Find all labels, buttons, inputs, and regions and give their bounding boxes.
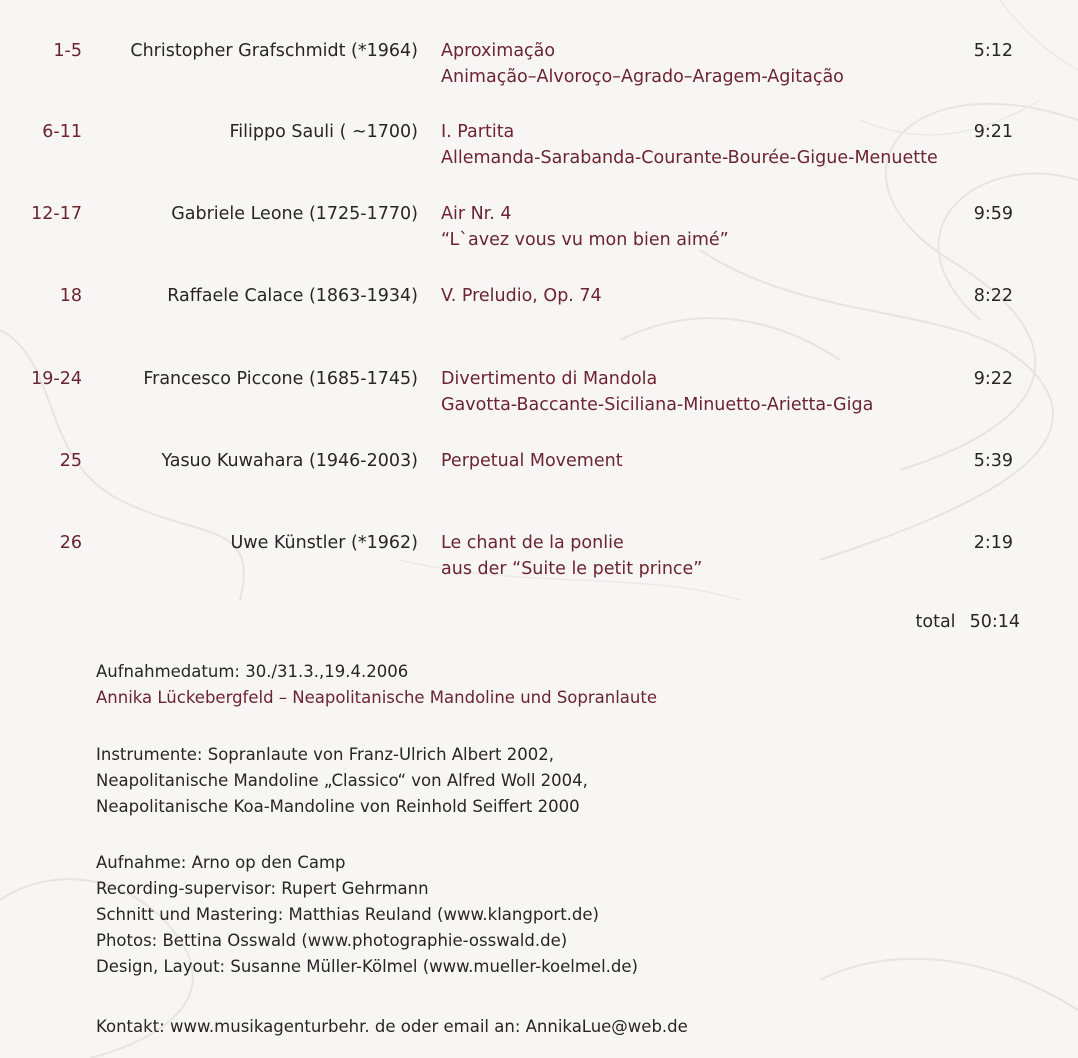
track-title: Air Nr. 4	[441, 204, 512, 224]
track-work	[441, 119, 971, 171]
instrument-line: Neapolitanische Koa-Mandoline von Reinhold Seiffert 2000	[96, 797, 580, 816]
track-number: 25	[59, 451, 82, 471]
track-title: Le chant de la ponlie	[441, 533, 624, 553]
credit-line: Photos: Bettina Osswald (www.photographie-osswald.de)	[96, 931, 568, 950]
instruments-info	[96, 742, 996, 820]
production-credits	[96, 850, 996, 980]
contact-line: Kontakt: www.musikagenturbehr. de oder email an: AnnikaLue@web.de	[96, 1017, 688, 1036]
track-work	[441, 448, 971, 474]
track-number: 12-17	[31, 204, 82, 224]
instrument-line: Instrumente: Sopranlaute von Franz-Ulrich Albert 2002,	[96, 745, 555, 764]
total-duration	[880, 609, 1020, 635]
track-movements: Gavotta-Baccante-Siciliana-Minuetto-Arietta-Giga	[441, 395, 874, 415]
total-value: 50:14	[969, 612, 1020, 632]
track-composer: Uwe Künstler (*1962)	[230, 533, 418, 553]
track-number: 26	[59, 533, 82, 553]
track-work	[441, 38, 971, 90]
track-duration: 5:12	[973, 41, 1013, 61]
track-title: Divertimento di Mandola	[441, 369, 658, 389]
track-number: 1-5	[53, 41, 82, 61]
track-duration: 2:19	[973, 533, 1013, 553]
track-composer: Raffaele Calace (1863-1934)	[167, 286, 418, 306]
track-duration: 9:59	[973, 204, 1013, 224]
track-composer: Christopher Grafschmidt (*1964)	[130, 41, 418, 61]
track-number: 6-11	[42, 122, 82, 142]
track-movements: Allemanda-Sarabanda-Courante-Bourée-Gigue-Menuette	[441, 148, 938, 168]
credit-line: Recording-supervisor: Rupert Gehrmann	[96, 879, 429, 898]
track-work	[441, 283, 971, 309]
total-label: total	[915, 612, 956, 632]
track-duration: 9:21	[973, 122, 1013, 142]
track-duration: 5:39	[973, 451, 1013, 471]
recording-date: Aufnahmedatum: 30./31.3.,19.4.2006	[96, 662, 409, 681]
instrument-line: Neapolitanische Mandoline „Classico“ von Alfred Woll 2004,	[96, 771, 588, 790]
track-title: Perpetual Movement	[441, 451, 623, 471]
track-work	[441, 530, 971, 582]
track-title: V. Preludio, Op. 74	[441, 286, 602, 306]
track-movements: Animação–Alvoroço–Agrado–Aragem-Agitação	[441, 67, 844, 87]
performer-line: Annika Lückebergfeld – Neapolitanische Mandoline und Sopranlaute	[96, 688, 657, 707]
track-title: I. Partita	[441, 122, 515, 142]
credit-line: Design, Layout: Susanne Müller-Kölmel (www.mueller-koelmel.de)	[96, 957, 638, 976]
track-movements: aus der “Suite le petit prince”	[441, 559, 703, 579]
credit-line: Schnitt und Mastering: Matthias Reuland (www.klangport.de)	[96, 905, 599, 924]
track-work	[441, 201, 971, 253]
track-title: Aproximação	[441, 41, 556, 61]
track-duration: 9:22	[973, 369, 1013, 389]
track-number: 18	[59, 286, 82, 306]
track-work	[441, 366, 971, 418]
track-number: 19-24	[31, 369, 82, 389]
track-composer: Gabriele Leone (1725-1770)	[171, 204, 418, 224]
track-composer: Yasuo Kuwahara (1946-2003)	[161, 451, 418, 471]
track-movements: “L`avez vous vu mon bien aimé”	[441, 230, 729, 250]
contact-info	[96, 1014, 996, 1040]
credit-line: Aufnahme: Arno op den Camp	[96, 853, 346, 872]
track-composer: Filippo Sauli ( ~1700)	[229, 122, 418, 142]
track-duration: 8:22	[973, 286, 1013, 306]
track-composer: Francesco Piccone (1685-1745)	[143, 369, 418, 389]
recording-info	[96, 659, 996, 711]
